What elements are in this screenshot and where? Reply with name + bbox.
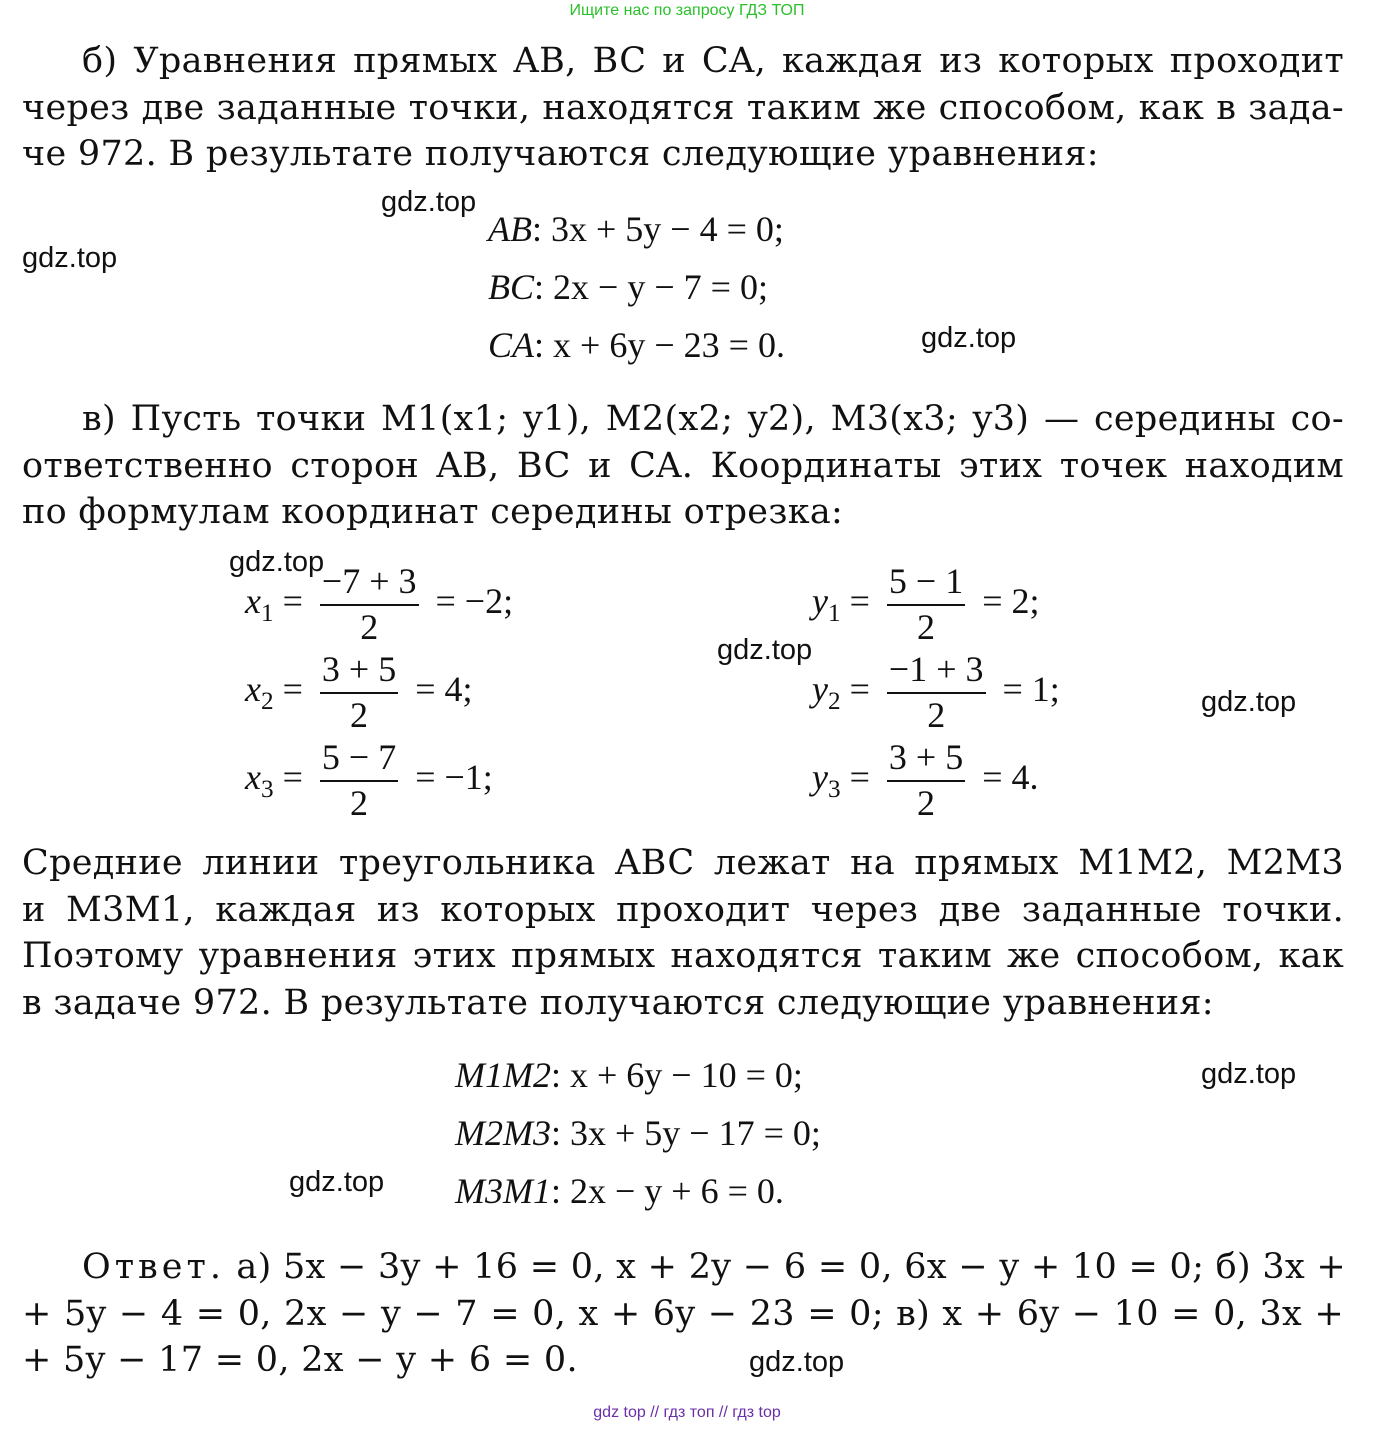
watermark: gdz.top: [749, 1346, 845, 1378]
formula-sub: 2: [827, 688, 841, 716]
fraction: [320, 650, 398, 735]
formula-sub: 1: [260, 600, 274, 628]
bottom-banner: gdz top // гдз топ // гдз top: [593, 1404, 781, 1421]
fraction: [320, 562, 419, 647]
midlines-line-3: Поэтому уравнения этих прямых находятся таким же способом, как: [22, 936, 1344, 976]
fraction: [887, 562, 965, 647]
section-v-text: [22, 396, 1344, 536]
equation-label: M1M2: [455, 1055, 551, 1095]
fraction: [887, 650, 986, 735]
equation-expr: 2x − y − 7 = 0;: [553, 267, 768, 307]
midlines-text: [22, 840, 1344, 1026]
equation-ca: CA: x + 6y − 23 = 0.: [488, 325, 785, 365]
equation-m3m1: M3M1: 2x − y + 6 = 0.: [455, 1171, 784, 1211]
fraction-numerator: −1 + 3: [887, 650, 986, 694]
watermark: gdz.top: [1201, 1058, 1297, 1090]
fraction-numerator: 5 − 1: [887, 562, 965, 606]
equation-expr: x + 6y − 10 = 0;: [570, 1055, 803, 1095]
section-v-line-3: по формулам координат середины отрезка:: [22, 492, 844, 532]
formula-result: = 2;: [982, 580, 1040, 621]
equation-ab: AB: 3x + 5y − 4 = 0;: [488, 209, 784, 249]
equation-m2m3: M2M3: 3x + 5y − 17 = 0;: [455, 1113, 821, 1153]
midlines-equations: [455, 1046, 821, 1220]
formula-result: = −1;: [415, 756, 493, 797]
equation-label: BC: [488, 267, 535, 307]
answer-line-1-text: а) 5x − 3y + 16 = 0, x + 2y − 6 = 0, 6x − y + 10 = 0; б) 3x +: [236, 1247, 1347, 1287]
watermark: gdz.top: [1201, 686, 1297, 718]
equation-expr: 3x + 5y − 4 = 0;: [551, 209, 784, 249]
watermark: gdz.top: [717, 634, 813, 666]
formula-var: x: [245, 580, 261, 621]
formula-var: y: [812, 668, 828, 709]
section-b-line-1: б) Уравнения прямых AB, BC и CA, каждая из которых проходит: [82, 41, 1344, 81]
midlines-line-1: Средние линии треугольника ABC лежат на прямых M1M2, M2M3: [22, 843, 1344, 883]
equation-expr: x + 6y − 23 = 0.: [553, 325, 785, 365]
watermark: gdz.top: [289, 1166, 385, 1198]
section-v-line-2: ответственно сторон AB, BC и CA. Координаты этих точек находим: [22, 445, 1344, 486]
section-v-line-1: в) Пусть точки M1(x1; y1), M2(x2; y2), M3(x3; y3) — середины со-: [82, 399, 1344, 439]
section-b-text: [22, 38, 1344, 178]
answer-line-1: [22, 1244, 1347, 1291]
formula-sub: 1: [827, 600, 841, 628]
section-b-line-3: че 972. В результате получаются следующие уравнения:: [22, 134, 1099, 174]
top-banner: Ищите нас по запросу ГДЗ ТОП: [569, 2, 805, 19]
fraction-denominator: 2: [360, 606, 379, 647]
fraction-denominator: 2: [350, 782, 369, 823]
fraction: [887, 738, 965, 823]
fraction-numerator: 3 + 5: [887, 738, 965, 782]
equation-expr: 3x + 5y − 17 = 0;: [570, 1113, 821, 1153]
formula-y3: $y_3$ = $\frac{3 + 5}{2}$ = 4.: [812, 737, 1039, 823]
fraction-numerator: 3 + 5: [320, 650, 398, 694]
equation-label: AB: [488, 209, 532, 249]
fraction-numerator: −7 + 3: [320, 562, 419, 606]
formula-var: y: [812, 580, 828, 621]
equation-expr: 2x − y + 6 = 0.: [570, 1171, 784, 1211]
fraction: [320, 738, 398, 823]
answer-text: [22, 1244, 1347, 1384]
formula-x3: $x_3$ = $\frac{5 - 7}{2}$ = −1;: [245, 737, 493, 823]
watermark: gdz.top: [229, 546, 325, 578]
formula-var: x: [245, 668, 261, 709]
equation-m1m2: M1M2: x + 6y − 10 = 0;: [455, 1055, 803, 1095]
section-b-equations: [488, 200, 785, 374]
section-b-line-2: через две заданные точки, находятся таким же способом, как в зада-: [22, 87, 1344, 128]
equation-label: M2M3: [455, 1113, 551, 1153]
fraction-denominator: 2: [917, 782, 936, 823]
watermark: gdz.top: [381, 186, 477, 218]
formula-y1: $y_1$ = $\frac{5 - 1}{2}$ = 2;: [812, 561, 1040, 647]
equation-label: M3M1: [455, 1171, 551, 1211]
formula-x2: $x_2$ = $\frac{3 + 5}{2}$ = 4;: [245, 649, 473, 735]
formula-var: x: [245, 756, 261, 797]
formula-result: = 1;: [1002, 668, 1060, 709]
formula-result: = 4.: [982, 756, 1039, 797]
midlines-line-4: в задаче 972. В результате получаются следующие уравнения:: [22, 982, 1214, 1023]
fraction-numerator: 5 − 7: [320, 738, 398, 782]
formula-x1: $x_1$ = $\frac{-7 + 3}{2}$ = −2;: [245, 561, 514, 647]
equation-bc: BC: 2x − y − 7 = 0;: [488, 267, 768, 307]
answer-line-3: + 5y − 17 = 0, 2x − y + 6 = 0.: [22, 1340, 578, 1380]
watermark: gdz.top: [921, 322, 1017, 354]
formula-sub: 3: [260, 776, 274, 804]
watermark: gdz.top: [22, 242, 118, 274]
formula-result: = −2;: [435, 580, 514, 621]
formula-y2: $y_2$ = $\frac{-1 + 3}{2}$ = 1;: [812, 649, 1060, 735]
fraction-denominator: 2: [917, 606, 936, 647]
fraction-denominator: 2: [350, 694, 369, 735]
formula-sub: 2: [260, 688, 274, 716]
midlines-line-2: и M3M1, каждая из которых проходит через две заданные точки.: [22, 889, 1344, 930]
formula-var: y: [812, 756, 828, 797]
fraction-denominator: 2: [927, 694, 946, 735]
equation-label: CA: [488, 325, 535, 365]
answer-prefix: Ответ.: [82, 1247, 225, 1287]
formula-sub: 3: [827, 776, 841, 804]
formula-result: = 4;: [415, 668, 473, 709]
answer-line-2: + 5y − 4 = 0, 2x − y − 7 = 0, x + 6y − 23 = 0; в) x + 6y − 10 = 0, 3x +: [22, 1293, 1344, 1334]
